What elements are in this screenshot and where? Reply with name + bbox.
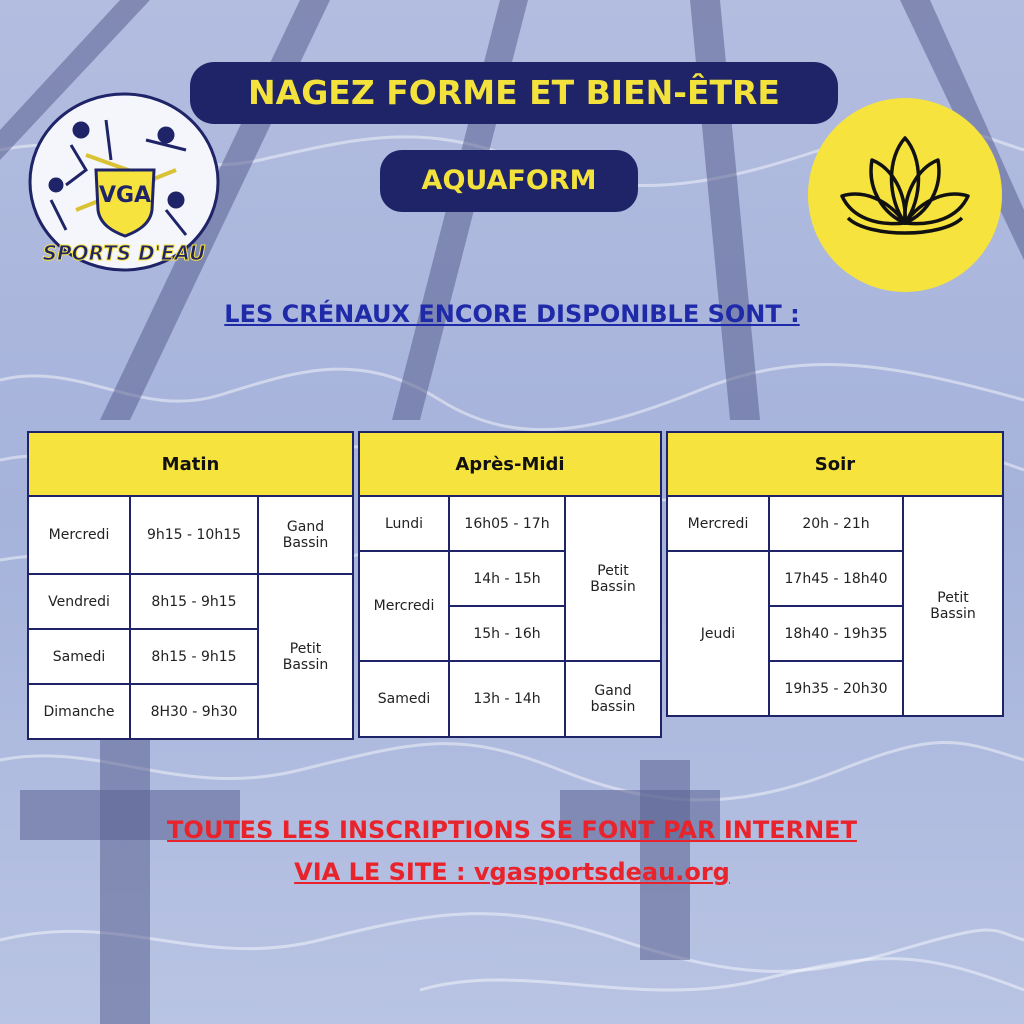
day-cell: Mercredi xyxy=(359,551,449,661)
schedule-table-matin xyxy=(27,431,354,740)
day-cell: Mercredi xyxy=(667,496,769,551)
day-cell: Samedi xyxy=(28,629,130,684)
pool-cell: Petit Bassin xyxy=(258,574,353,739)
day-cell: Jeudi xyxy=(667,551,769,716)
time-cell: 19h35 - 20h30 xyxy=(769,661,903,716)
day-cell: Vendredi xyxy=(28,574,130,629)
time-cell: 9h15 - 10h15 xyxy=(130,496,258,574)
footer-line-2: VIA LE SITE : vgasportsdeau.org xyxy=(294,858,730,886)
slots-heading: LES CRÉNAUX ENCORE DISPONIBLE SONT : xyxy=(224,300,800,328)
schedule-table-soir xyxy=(666,431,1004,717)
pool-cell: Gand Bassin xyxy=(258,496,353,574)
time-cell: 15h - 16h xyxy=(449,606,565,661)
lotus-icon xyxy=(808,98,1002,292)
time-cell: 8h15 - 9h15 xyxy=(130,629,258,684)
table-title-apresmidi: Après-Midi xyxy=(359,432,661,496)
time-cell: 16h05 - 17h xyxy=(449,496,565,551)
pool-cell: Petit Bassin xyxy=(565,496,661,661)
time-cell: 13h - 14h xyxy=(449,661,565,737)
time-cell: 8h15 - 9h15 xyxy=(130,574,258,629)
page-title: NAGEZ FORME ET BIEN-ÊTRE xyxy=(190,62,838,124)
logo-banner xyxy=(43,241,206,265)
table-title-soir: Soir xyxy=(667,432,1003,496)
time-cell: 20h - 21h xyxy=(769,496,903,551)
pool-cell: Gand bassin xyxy=(565,661,661,737)
schedule-table-apresmidi xyxy=(358,431,662,738)
svg-text:VGA: VGA xyxy=(98,183,152,208)
pool-cell: Petit Bassin xyxy=(903,496,1003,716)
day-cell: Mercredi xyxy=(28,496,130,574)
time-cell: 17h45 - 18h40 xyxy=(769,551,903,606)
day-cell: Dimanche xyxy=(28,684,130,739)
time-cell: 8H30 - 9h30 xyxy=(130,684,258,739)
table-title-matin: Matin xyxy=(28,432,353,496)
club-logo xyxy=(26,90,222,280)
day-cell: Lundi xyxy=(359,496,449,551)
day-cell: Samedi xyxy=(359,661,449,737)
footer-line-1: TOUTES LES INSCRIPTIONS SE FONT PAR INTERNET xyxy=(167,816,857,844)
time-cell: 14h - 15h xyxy=(449,551,565,606)
time-cell: 18h40 - 19h35 xyxy=(769,606,903,661)
page-subtitle: AQUAFORM xyxy=(380,150,638,212)
logo-text: SPORTS D'EAU xyxy=(42,241,206,265)
